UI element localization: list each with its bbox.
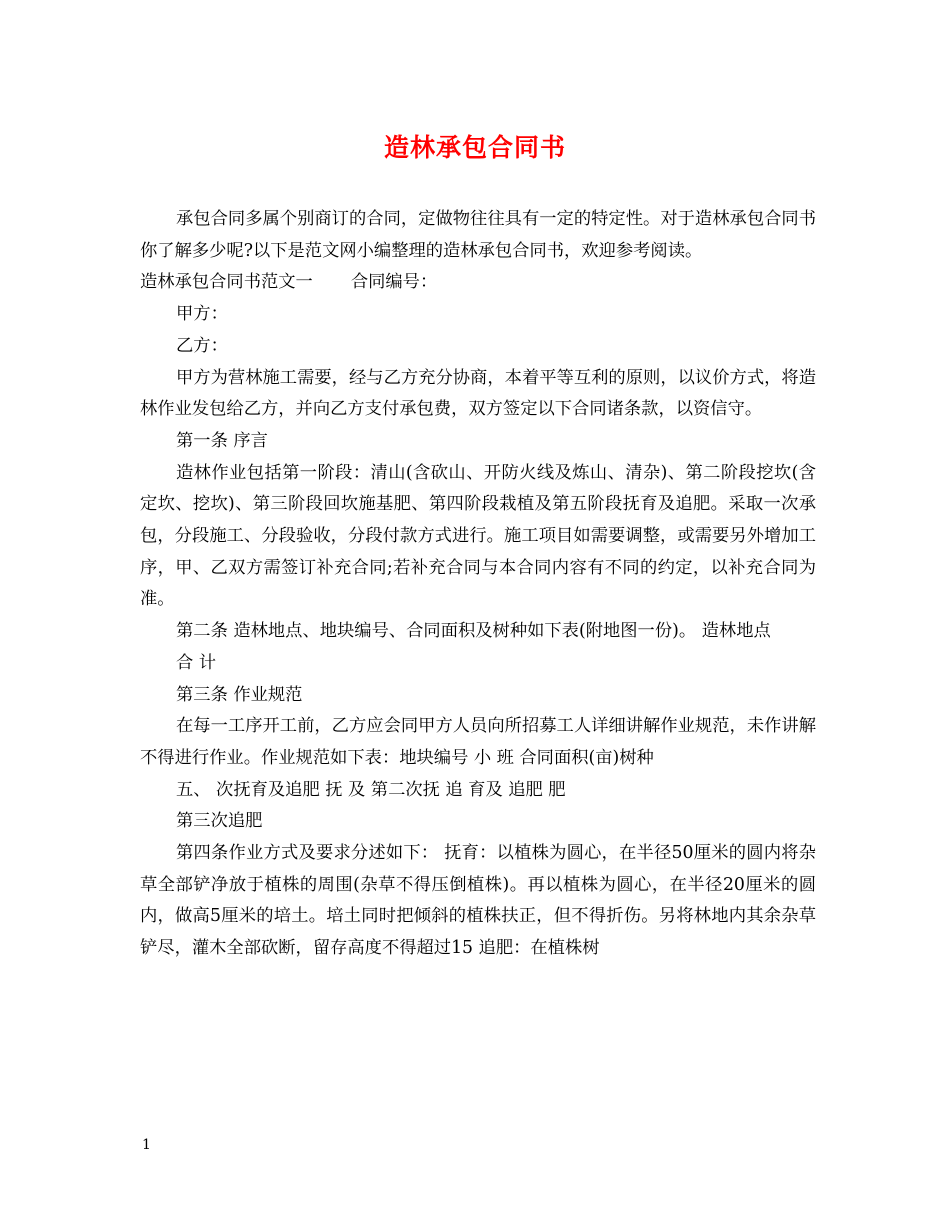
party-a-label: 甲方： (176, 304, 228, 325)
contract-number-label: 合同编号： (350, 272, 438, 293)
article-3-body: 在每一工序开工前，乙方应会同甲方人员向所招募工人详细讲解作业规范，未作讲解不得进行作业。作业规范如下表：地块编号 小 班 合同面积(亩)树种 (140, 716, 816, 768)
preamble-paragraph: 甲方为营林施工需要，经与乙方充分协商，本着平等互利的原则，以议价方式，将造林作业发包给乙方，并向乙方支付承包费，双方签定以下合同诸条款，以资信守。 (140, 367, 816, 420)
total-label: 合 计 (176, 652, 217, 673)
document-body (140, 204, 816, 965)
party-b-label: 乙方： (176, 335, 228, 356)
table-fragment: 五、 次抚育及追肥 抚 及 第二次抚 追 育及 追肥 肥 (176, 779, 566, 800)
intro-paragraph: 承包合同多属个别商订的合同，定做物往往具有一定的特定性。对于造林承包合同书你了解多少呢?以下是范文网小编整理的造林承包合同书，欢迎参考阅读。 (140, 209, 816, 261)
document-title: 造林承包合同书 (383, 133, 566, 162)
article-1-title: 第一条 序言 (176, 430, 268, 451)
article-4-body: 第四条作业方式及要求分述如下： 抚育：以植株为圆心，在半径50厘米的圆内将杂草全部铲净放于植株的周围(杂草不得压倒植株)。再以植株为圆心，在半径20厘米的圆内，做高5厘米的培土。培土同时把倾斜的植株扶正，但不得折伤。另将林地内其余杂草铲尽，灌木全部砍断，留存高度不得超过15 追肥：在植株树 (140, 843, 816, 959)
sample-heading: 造林承包合同书范文一 (140, 272, 313, 293)
article-2-title: 第二条 造林地点、地块编号、合同面积及树种如下表(附地图一份)。 造林地点 (176, 621, 771, 642)
page-number: 1 (142, 1137, 151, 1153)
sample-heading-line (140, 267, 816, 299)
article-3-title: 第三条 作业规范 (176, 684, 303, 705)
article-1-body: 造林作业包括第一阶段：清山(含砍山、开防火线及炼山、清杂)、第二阶段挖坎(含定坎、挖坎)、第三阶段回坎施基肥、第四阶段栽植及第五阶段抚育及追肥。采取一次承包，分段施工、分段验收，分段付款方式进行。施工项目如需要调整，或需要另外增加工序，甲、乙双方需签订补充合同;若补充合同与本合同内容有不同的约定，以补充合同为准。 (140, 462, 816, 610)
third-topdress-label: 第三次追肥 (176, 811, 263, 832)
